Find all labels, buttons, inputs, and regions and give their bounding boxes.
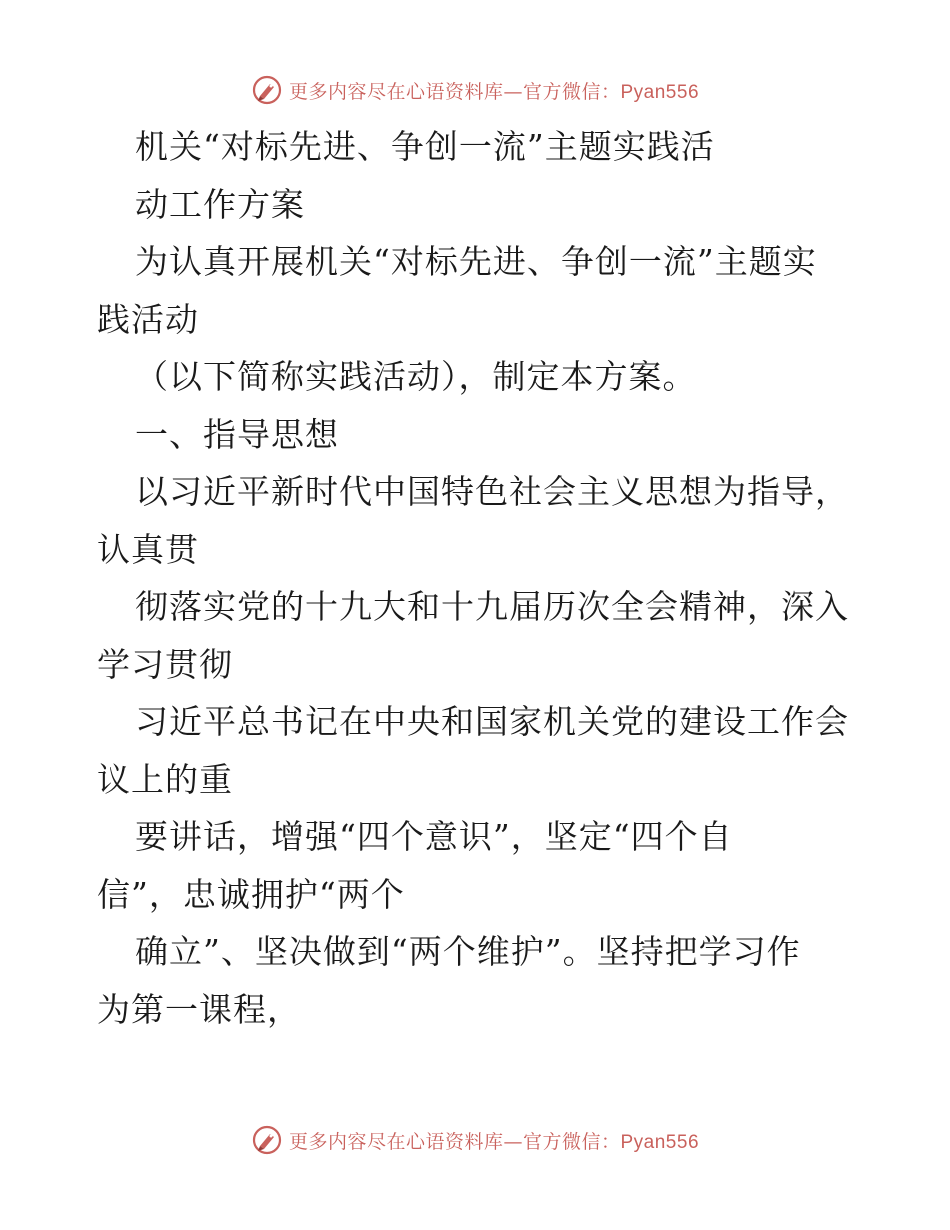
paragraph-line: 学习贯彻 [97,644,233,684]
paragraph-line: 彻落实党的十九大和十九届历次全会精神，深入 [135,587,849,626]
footer-banner [0,1120,950,1160]
paragraph-line: 认真贯 [97,529,199,569]
paragraph-line: 信”，忠诚拥护“两个 [97,874,405,914]
paragraph-line: 习近平总书记在中央和国家机关党的建设工作会 [135,702,849,741]
paragraph-line: 为第一课程， [97,989,301,1029]
banner-text: 更多内容尽在心语资料库—官方微信：Pyan556 [288,1130,700,1153]
pen-nib-logo-icon [251,74,283,106]
paragraph-line: 践活动 [97,299,199,339]
paragraph-line: 确立”、坚决做到“两个维护”。坚持把学习作 [135,932,801,971]
paragraph-line: 为认真开展机关“对标先进、争创一流”主题实 [135,242,817,281]
wechat-id: Pyan556 [620,81,700,103]
paragraph-line: 以习近平新时代中国特色社会主义思想为指导， [135,472,849,511]
banner-text: 更多内容尽在心语资料库—官方微信：Pyan556 [288,80,700,103]
paragraph-line: 要讲话，增强“四个意识”，坚定“四个自 [135,817,733,856]
document-body [97,118,857,1038]
document-title-line-1: 机关“对标先进、争创一流”主题实践活 [135,127,715,166]
paragraph-line: 议上的重 [97,759,233,799]
document-title-line-2: 动工作方案 [135,184,305,224]
section-heading: 一、指导思想 [135,414,339,454]
pen-nib-logo-icon [251,1124,283,1156]
header-banner [0,70,950,110]
paragraph-line: （以下简称实践活动），制定本方案。 [135,357,697,396]
wechat-id: Pyan556 [620,1131,700,1153]
